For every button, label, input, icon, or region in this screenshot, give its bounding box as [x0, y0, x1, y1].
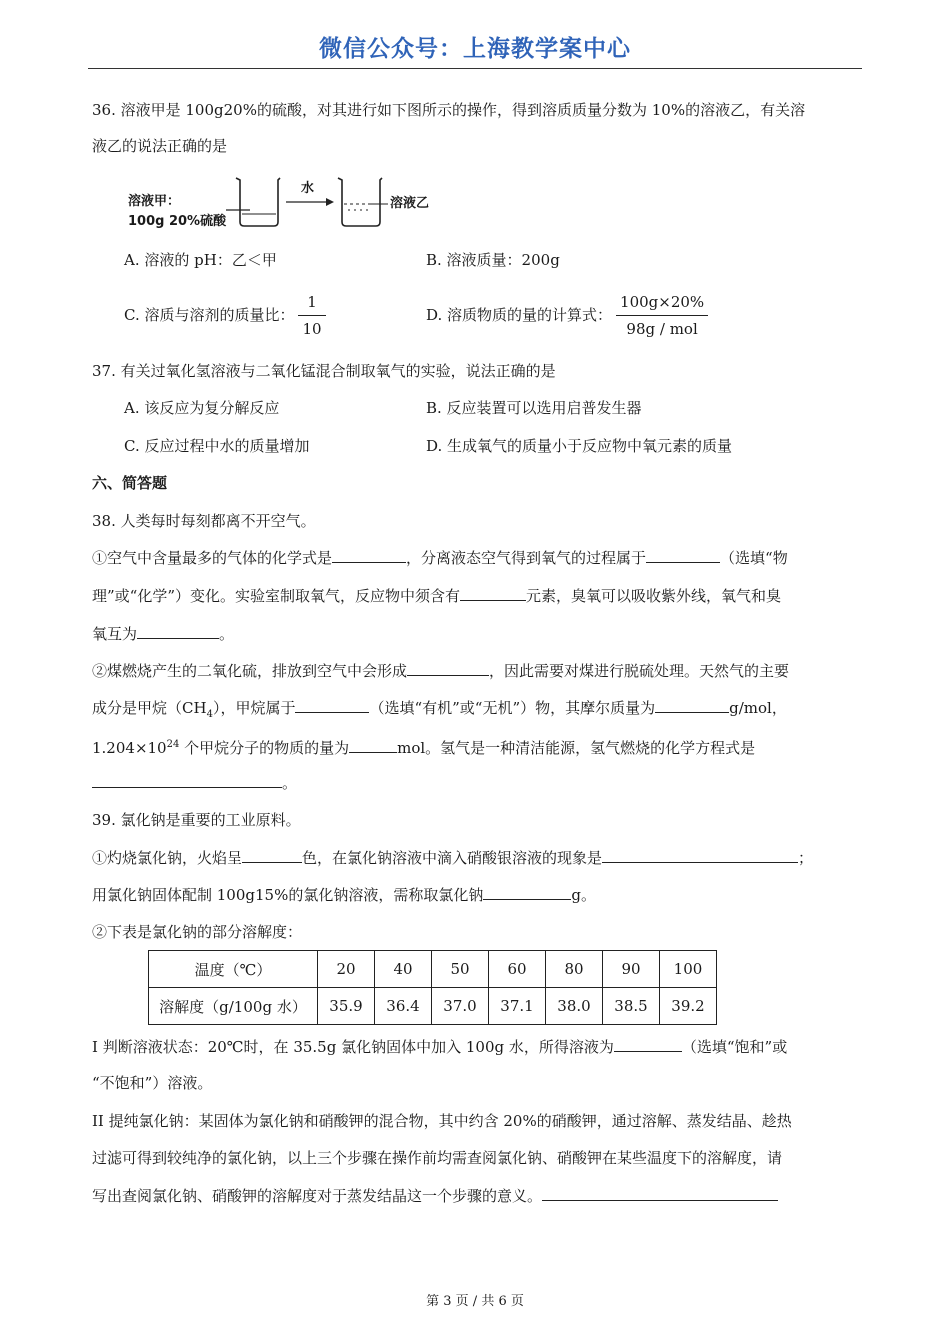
- q36-stem-line2: 液乙的说法正确的是: [92, 137, 228, 155]
- q38-text: ，分离液态空气得到氧气的过程属于: [406, 549, 647, 567]
- answer-blank[interactable]: [614, 1037, 682, 1052]
- q39-text: g。: [571, 886, 596, 904]
- q38-text: ①空气中含量最多的气体的化学式是: [92, 549, 333, 567]
- q36-stem-line1: 36. 溶液甲是 100g20%的硫酸，对其进行如下图所示的操作，得到溶质质量分数为 10%的溶液乙，有关溶: [92, 101, 806, 119]
- table-cell: 36.4: [375, 988, 432, 1025]
- q39-intro: 39. 氯化钠是重要的工业原料。: [92, 811, 301, 829]
- answer-blank[interactable]: [407, 661, 489, 676]
- fraction-numerator: 1: [298, 292, 325, 316]
- beaker-yi: [338, 178, 382, 226]
- q39-part-ii-line1: II 提纯氯化钠：某固体为氯化钠和硝酸钾的混合物，其中约含 20%的硝酸钾，通过溶解、蒸发结晶、趁热: [92, 1112, 792, 1130]
- subscript: 4: [206, 709, 213, 720]
- table-row-temperature: [149, 951, 717, 988]
- header-divider: [88, 68, 862, 69]
- figure-label-solution-jia: 溶液甲：: [128, 194, 181, 209]
- table-row-solubility: [149, 988, 717, 1025]
- table-cell: 38.5: [603, 988, 660, 1025]
- q39-text: ；: [798, 849, 814, 867]
- answer-blank[interactable]: [332, 548, 406, 563]
- q38-paragraph2-line3: [92, 735, 755, 758]
- q39-part-i-line2: “不饱和”）溶液。: [92, 1074, 213, 1092]
- fraction-denominator: 98g / mol: [626, 319, 698, 338]
- q38-text: （选填“有机”或“无机”）物，其摩尔质量为: [369, 699, 656, 717]
- q38-paragraph1-line3: [92, 624, 234, 644]
- q38-text: ），甲烷属于: [212, 699, 296, 717]
- q38-text: 理”或“化学”）变化。实验室制取氧气，反应物中须含有: [92, 587, 461, 605]
- answer-blank[interactable]: [646, 548, 720, 563]
- q38-intro: 38. 人类每时每刻都离不开空气。: [92, 512, 316, 530]
- q39-paragraph1-line2: [92, 885, 596, 905]
- table-cell: 39.2: [660, 988, 717, 1025]
- q37-option-b: B. 反应装置可以选用启普发生器: [426, 399, 642, 417]
- q38-paragraph1-line1: [92, 548, 788, 568]
- table-cell: 37.1: [489, 988, 546, 1025]
- answer-blank[interactable]: [137, 624, 219, 639]
- figure-label-solution-jia-detail: 100g 20%硫酸: [128, 214, 227, 229]
- fraction-one-tenth: [298, 292, 325, 339]
- q39-text: 色，在氯化钠溶液中滴入硝酸银溶液的现象是: [302, 849, 603, 867]
- answer-blank[interactable]: [483, 885, 571, 900]
- fraction-numerator: 100g×20%: [616, 292, 708, 316]
- q36-option-c: [124, 290, 330, 340]
- table-header-temperature: 温度（℃）: [149, 951, 318, 988]
- q36-option-b: B. 溶液质量：200g: [426, 251, 560, 269]
- table-cell: 40: [375, 951, 432, 988]
- q38-paragraph1-line2: [92, 586, 781, 606]
- solubility-table: [148, 950, 717, 1025]
- fraction-mole-calculation: [616, 292, 708, 339]
- table-cell: 90: [603, 951, 660, 988]
- q38-text: 个甲烷分子的物质的量为: [179, 739, 350, 757]
- q38-text: 。: [219, 625, 235, 643]
- q37-option-a: A. 该反应为复分解反应: [124, 399, 280, 417]
- q38-paragraph2-line1: [92, 661, 789, 681]
- q39-paragraph2: ②下表是氯化钠的部分溶解度：: [92, 923, 303, 941]
- table-cell: 50: [432, 951, 489, 988]
- q39-text: I 判断溶液状态：20℃时，在 35.5g 氯化钠固体中加入 100g 水，所得溶液为: [92, 1038, 614, 1056]
- answer-blank[interactable]: [295, 698, 369, 713]
- answer-blank[interactable]: [542, 1186, 778, 1201]
- q38-text: ，因此需要对煤进行脱硫处理。天然气的主要: [489, 662, 790, 680]
- answer-blank[interactable]: [242, 848, 302, 863]
- q36-option-d-text: D. 溶质物质的量的计算式：: [426, 306, 613, 324]
- superscript: 24: [166, 739, 180, 750]
- figure-arrow-label-water: 水: [301, 181, 315, 196]
- table-header-solubility: 溶解度（g/100g 水）: [149, 988, 318, 1025]
- q38-text: 。: [282, 774, 298, 792]
- q37-option-d: D. 生成氧气的质量小于反应物中氧元素的质量: [426, 437, 733, 455]
- arrow-head: [326, 198, 334, 206]
- table-cell: 37.0: [432, 988, 489, 1025]
- page-footer: 第 3 页 / 共 6 页: [426, 1294, 524, 1309]
- q38-text: g/mol，: [729, 699, 787, 717]
- q38-text: （选填“物: [720, 549, 788, 567]
- header-title: 微信公众号：上海教学案中心: [319, 36, 631, 62]
- q39-text: ①灼烧氯化钠，火焰呈: [92, 849, 243, 867]
- fraction-denominator: 10: [302, 319, 322, 338]
- beaker-jia: [236, 178, 280, 226]
- q38-text: mol。氢气是一种清洁能源，氢气燃烧的化学方程式是: [397, 739, 756, 757]
- q36-beaker-figure: [128, 168, 448, 234]
- q39-text: 写出查阅氯化钠、硝酸钾的溶解度对于蒸发结晶这一个步骤的意义。: [92, 1187, 543, 1205]
- figure-label-solution-yi: 溶液乙: [390, 196, 430, 211]
- q38-paragraph2-line4: [92, 773, 297, 793]
- answer-blank[interactable]: [349, 738, 397, 753]
- q38-text: 成分是甲烷（CH: [92, 699, 207, 717]
- table-cell: 38.0: [546, 988, 603, 1025]
- q39-text: 用氯化钠固体配制 100g15%的氯化钠溶液，需称取氯化钠: [92, 886, 484, 904]
- q38-paragraph2-line2: [92, 698, 787, 725]
- q39-part-ii-line3: [92, 1186, 778, 1206]
- section-title: 六、简答题: [92, 474, 168, 492]
- answer-blank[interactable]: [460, 586, 526, 601]
- answer-blank[interactable]: [602, 848, 798, 863]
- q36-option-c-text: C. 溶质与溶剂的质量比：: [124, 306, 295, 324]
- table-cell: 60: [489, 951, 546, 988]
- q37-option-c: C. 反应过程中水的质量增加: [124, 437, 310, 455]
- q38-text: ②煤燃烧产生的二氧化硫，排放到空气中会形成: [92, 662, 408, 680]
- table-cell: 20: [318, 951, 375, 988]
- answer-blank[interactable]: [655, 698, 729, 713]
- q38-text: 氧互为: [92, 625, 138, 643]
- q39-paragraph1-line1: [92, 848, 813, 868]
- answer-blank[interactable]: [92, 773, 282, 788]
- table-cell: 100: [660, 951, 717, 988]
- q39-text: （选填“饱和”或: [681, 1038, 788, 1056]
- table-cell: 35.9: [318, 988, 375, 1025]
- table-cell: 80: [546, 951, 603, 988]
- q39-part-i-line1: [92, 1037, 787, 1057]
- q38-text: 1.204×10: [92, 739, 167, 757]
- q36-option-a: A. 溶液的 pH：乙＜甲: [124, 251, 277, 269]
- q37-stem: 37. 有关过氧化氢溶液与二氧化锰混合制取氧气的实验，说法正确的是: [92, 362, 556, 380]
- q39-part-ii-line2: 过滤可得到较纯净的氯化钠，以上三个步骤在操作前均需查阅氯化钠、硝酸钾在某些温度下的溶解度，请: [92, 1149, 783, 1167]
- q38-text: 元素，臭氧可以吸收紫外线，氧气和臭: [526, 587, 782, 605]
- q36-option-d: [426, 290, 712, 340]
